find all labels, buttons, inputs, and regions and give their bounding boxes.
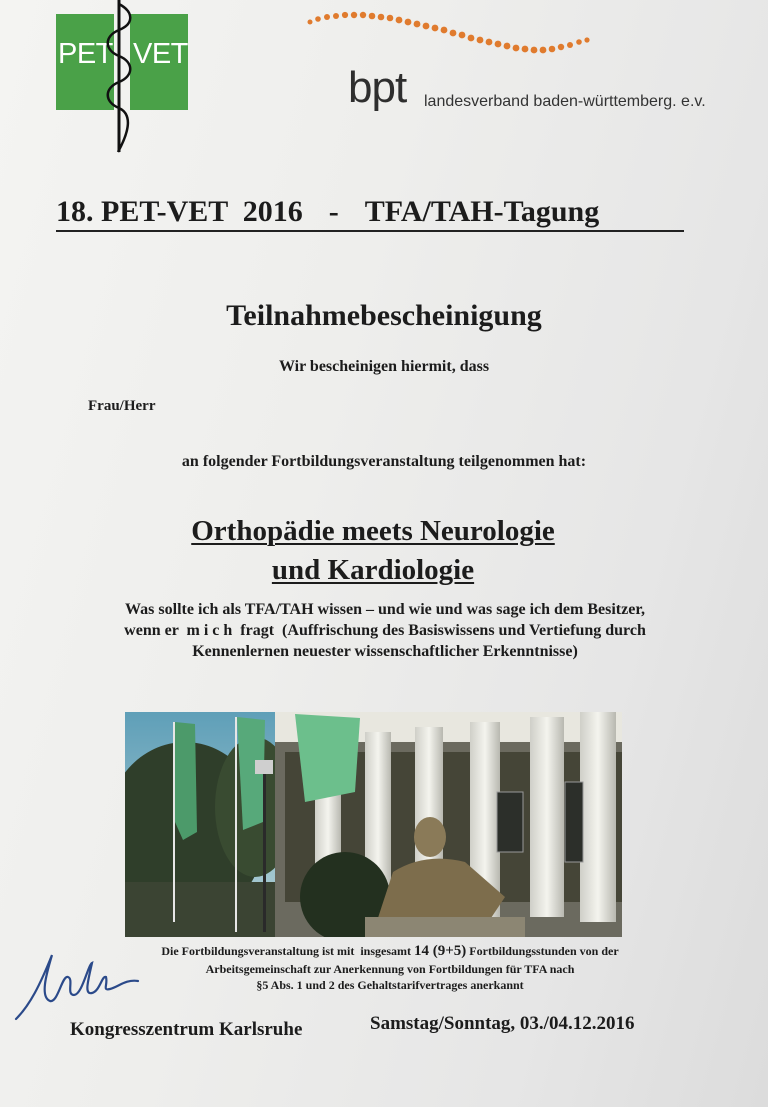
signature <box>10 945 150 1025</box>
certificate-title: Teilnahmebescheinigung <box>226 299 542 332</box>
course-desc-line3: Kennenlernen neuester wissenschaftlicher Erkenntnisse) <box>192 643 578 660</box>
course-title-line1-text: Orthopädie meets Neurologie <box>191 515 555 547</box>
note-line3: §5 Abs. 1 und 2 des Gehaltstarifvertrages anerkannt <box>256 978 524 992</box>
note-line1 <box>100 943 680 960</box>
logo-right-text: VET <box>133 38 188 70</box>
venue-name: Kongresszentrum Karlsruhe <box>70 1019 303 1040</box>
event-heading-separator: - <box>328 195 339 228</box>
note-line1-a: Die Fortbildungsveranstaltung ist mit insgesamt <box>161 944 414 958</box>
venue-photo <box>125 712 622 937</box>
note-line1-c: Fortbildungsstunden von der <box>466 944 619 958</box>
event-heading-left: 18. PET-VET 2016 <box>56 195 303 228</box>
course-title-line1 <box>0 512 746 551</box>
participation-text: an folgender Fortbildungsveranstaltung teilgenommen hat: <box>181 453 587 470</box>
course-title-line2-text: und Kardiologie <box>271 554 475 586</box>
org-name: bpt <box>348 63 407 112</box>
course-desc-line2: wenn er m i c h fragt (Auffrischung des Basiswissens und Vertiefung durch <box>124 622 646 639</box>
event-date: Samstag/Sonntag, 03./04.12.2016 <box>370 1013 635 1034</box>
org-subtitle: landesverband baden-württemberg. e.v. <box>424 93 706 110</box>
course-title-line2 <box>0 551 746 590</box>
event-heading-right: TFA/TAH-Tagung <box>364 195 600 228</box>
venue-illustration <box>125 712 622 937</box>
serpent-staff-icon <box>96 0 142 158</box>
course-desc-line1: Was sollte ich als TFA/TAH wissen – und wie und was sage ich dem Besitzer, <box>125 601 645 618</box>
logo-left-text: PET <box>58 38 113 70</box>
event-heading <box>56 196 684 232</box>
note-line2: Arbeitsgemeinschaft zur Anerkennung von Fortbildungen für TFA nach <box>205 962 575 976</box>
decorative-dots <box>300 4 600 64</box>
salutation-label: Frau/Herr <box>88 398 156 414</box>
note-hours: 14 (9+5) <box>414 943 467 959</box>
certificate-intro: Wir bescheinigen hiermit, dass <box>278 358 490 375</box>
